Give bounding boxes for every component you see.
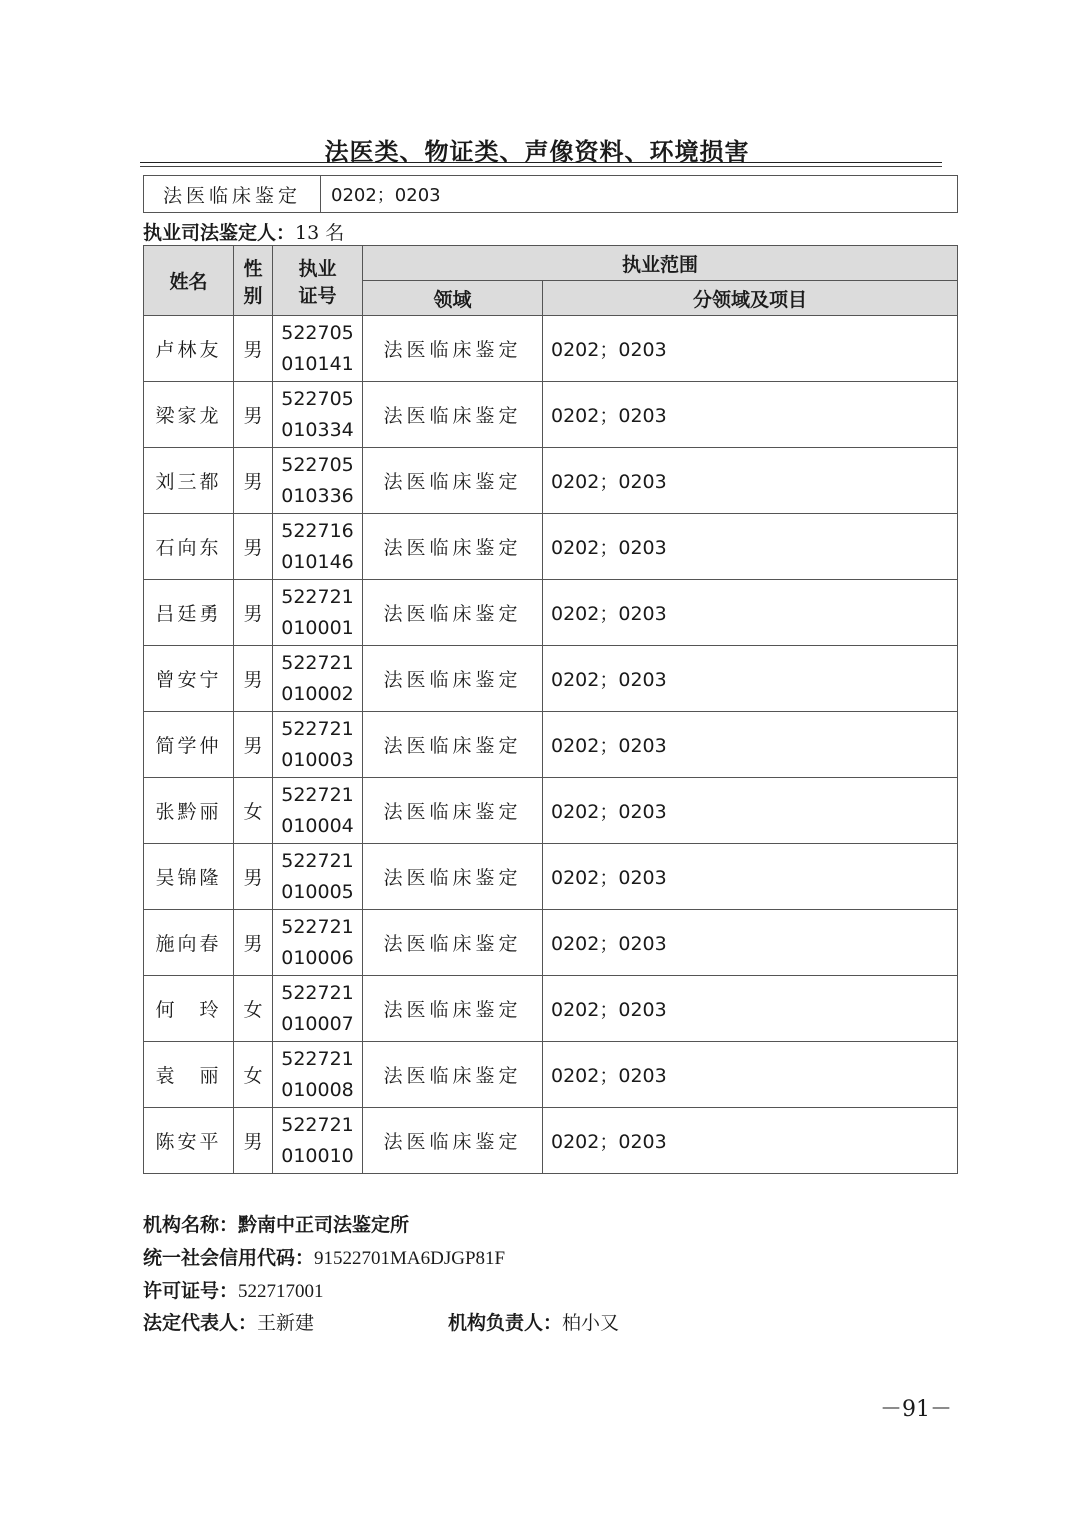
org-rep-label: 法定代表人： [143, 1312, 258, 1334]
row-cert [273, 910, 363, 976]
scope-summary-row [144, 176, 958, 213]
row-cert-part-2: 010006 [281, 946, 354, 969]
row-subfield: 0202；0203 [543, 910, 958, 976]
row-cert-part-1: 522705 [281, 321, 354, 344]
row-field: 法医临床鉴定 [363, 910, 543, 976]
row-name: 施向春 [144, 910, 234, 976]
org-license-value: 522717001 [238, 1281, 324, 1302]
org-rep-line [143, 1308, 314, 1335]
table-body [144, 316, 958, 1174]
row-field: 法医临床鉴定 [363, 976, 543, 1042]
row-name: 张黔丽 [144, 778, 234, 844]
row-cert [273, 976, 363, 1042]
row-gender: 男 [234, 646, 273, 712]
appraiser-count-label: 执业司法鉴定人： [143, 222, 296, 244]
org-credit-label: 统一社会信用代码： [143, 1247, 315, 1269]
row-cert [273, 316, 363, 382]
org-head-value: 柏小又 [562, 1312, 620, 1334]
row-cert-part-1: 522721 [281, 1113, 354, 1136]
row-cert-part-2: 010003 [281, 748, 354, 771]
header-rule-thin [140, 166, 942, 167]
table-header-row-1 [144, 246, 958, 281]
row-subfield: 0202；0203 [543, 316, 958, 382]
row-cert [273, 382, 363, 448]
row-cert-part-2: 010146 [281, 550, 354, 573]
row-name: 卢林友 [144, 316, 234, 382]
table-row [144, 976, 958, 1042]
row-name: 石向东 [144, 514, 234, 580]
row-subfield: 0202；0203 [543, 448, 958, 514]
table-row [144, 448, 958, 514]
table-row [144, 514, 958, 580]
row-cert-part-1: 522721 [281, 1047, 354, 1070]
row-cert [273, 844, 363, 910]
row-cert-part-1: 522716 [281, 519, 354, 542]
table-row [144, 1042, 958, 1108]
row-gender: 女 [234, 778, 273, 844]
row-gender: 男 [234, 316, 273, 382]
page-header-title: 法医类、物证类、声像资料、环境损害 [324, 137, 750, 166]
table-row [144, 580, 958, 646]
row-cert [273, 646, 363, 712]
table-row [144, 712, 958, 778]
row-cert-part-2: 010007 [281, 1012, 354, 1035]
row-subfield: 0202；0203 [543, 382, 958, 448]
row-cert-part-1: 522721 [281, 651, 354, 674]
row-cert [273, 778, 363, 844]
header-cert-top: 执业 [298, 257, 337, 280]
header-gender [234, 246, 273, 316]
table-row [144, 778, 958, 844]
row-cert-part-2: 010334 [281, 418, 354, 441]
row-cert-part-1: 522705 [281, 387, 354, 410]
row-gender: 男 [234, 514, 273, 580]
row-gender: 男 [234, 382, 273, 448]
row-field: 法医临床鉴定 [363, 514, 543, 580]
row-gender: 男 [234, 712, 273, 778]
scope-summary-field: 法医临床鉴定 [144, 176, 321, 213]
org-credit-line [143, 1243, 505, 1270]
row-field: 法医临床鉴定 [363, 448, 543, 514]
scope-summary-table [143, 175, 958, 213]
row-subfield: 0202；0203 [543, 1108, 958, 1174]
row-cert-part-2: 010010 [281, 1144, 354, 1167]
header-subfield: 分领域及项目 [543, 281, 958, 316]
row-field: 法医临床鉴定 [363, 1042, 543, 1108]
row-gender: 女 [234, 1042, 273, 1108]
row-gender: 男 [234, 1108, 273, 1174]
header-gender-top: 性 [243, 257, 263, 280]
row-gender: 男 [234, 580, 273, 646]
appraiser-count-line [143, 218, 344, 245]
header-cert [273, 246, 363, 316]
row-name: 梁家龙 [144, 382, 234, 448]
org-head-line [448, 1308, 619, 1335]
org-name-value: 黔南中正司法鉴定所 [238, 1214, 410, 1236]
row-cert [273, 448, 363, 514]
row-cert-part-2: 010336 [281, 484, 354, 507]
row-subfield: 0202；0203 [543, 1042, 958, 1108]
row-name: 陈安平 [144, 1108, 234, 1174]
row-cert-part-1: 522721 [281, 783, 354, 806]
org-license-label: 许可证号： [143, 1280, 239, 1302]
row-cert [273, 514, 363, 580]
org-license-line [143, 1276, 324, 1303]
row-subfield: 0202；0203 [543, 646, 958, 712]
row-cert-part-2: 010008 [281, 1078, 354, 1101]
header-field: 领域 [363, 281, 543, 316]
scope-summary-subfields: 0202；0203 [321, 176, 958, 213]
row-gender: 女 [234, 976, 273, 1042]
header-gender-bottom: 别 [243, 284, 263, 307]
row-name: 吴锦隆 [144, 844, 234, 910]
row-subfield: 0202；0203 [543, 580, 958, 646]
row-name: 曾安宁 [144, 646, 234, 712]
org-head-label: 机构负责人： [448, 1312, 563, 1334]
row-field: 法医临床鉴定 [363, 778, 543, 844]
appraiser-table [143, 245, 958, 1174]
row-field: 法医临床鉴定 [363, 382, 543, 448]
row-cert [273, 580, 363, 646]
org-name-label: 机构名称： [143, 1214, 239, 1236]
row-cert-part-1: 522721 [281, 915, 354, 938]
row-cert [273, 712, 363, 778]
row-subfield: 0202；0203 [543, 712, 958, 778]
row-name: 袁 丽 [144, 1042, 234, 1108]
row-subfield: 0202；0203 [543, 514, 958, 580]
row-name: 吕廷勇 [144, 580, 234, 646]
table-row [144, 316, 958, 382]
row-subfield: 0202；0203 [543, 976, 958, 1042]
header-cert-bottom: 证号 [298, 284, 337, 307]
row-cert-part-1: 522721 [281, 981, 354, 1004]
page-number: －91－ [880, 1397, 952, 1422]
row-field: 法医临床鉴定 [363, 316, 543, 382]
row-cert-part-2: 010001 [281, 616, 354, 639]
header-name: 姓名 [144, 246, 234, 316]
appraiser-count-value: 13 名 [295, 222, 345, 244]
row-subfield: 0202；0203 [543, 778, 958, 844]
header-rule [140, 162, 942, 163]
row-cert-part-2: 010002 [281, 682, 354, 705]
row-name: 何 玲 [144, 976, 234, 1042]
row-cert-part-2: 010141 [281, 352, 354, 375]
row-subfield: 0202；0203 [543, 844, 958, 910]
table-row [144, 646, 958, 712]
table-row [144, 910, 958, 976]
org-rep-value: 王新建 [257, 1312, 315, 1334]
row-field: 法医临床鉴定 [363, 712, 543, 778]
row-cert-part-1: 522705 [281, 453, 354, 476]
row-cert-part-2: 010004 [281, 814, 354, 837]
org-name-line [143, 1210, 409, 1237]
row-field: 法医临床鉴定 [363, 580, 543, 646]
row-cert-part-1: 522721 [281, 585, 354, 608]
row-field: 法医临床鉴定 [363, 1108, 543, 1174]
row-cert [273, 1108, 363, 1174]
row-gender: 男 [234, 844, 273, 910]
table-row [144, 844, 958, 910]
header-scope: 执业范围 [363, 246, 958, 281]
row-name: 简学仲 [144, 712, 234, 778]
row-cert-part-1: 522721 [281, 849, 354, 872]
table-row [144, 382, 958, 448]
row-cert [273, 1042, 363, 1108]
row-name: 刘三都 [144, 448, 234, 514]
row-cert-part-2: 010005 [281, 880, 354, 903]
org-credit-value: 91522701MA6DJGP81F [314, 1248, 506, 1269]
row-field: 法医临床鉴定 [363, 646, 543, 712]
row-gender: 男 [234, 448, 273, 514]
table-row [144, 1108, 958, 1174]
row-cert-part-1: 522721 [281, 717, 354, 740]
row-gender: 男 [234, 910, 273, 976]
row-field: 法医临床鉴定 [363, 844, 543, 910]
